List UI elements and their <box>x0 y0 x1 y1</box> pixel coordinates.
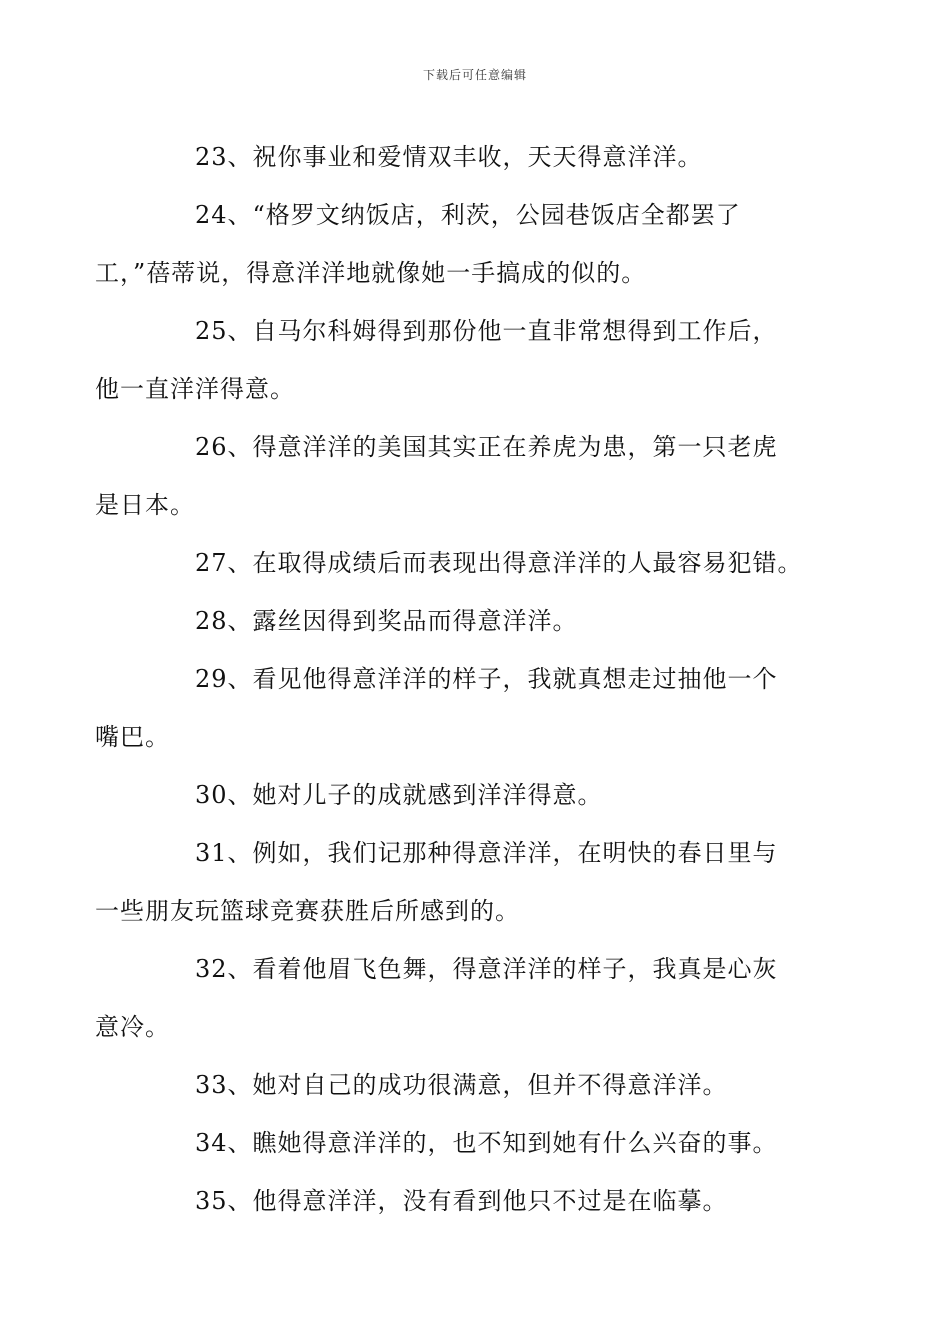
paragraph-27 <box>145 534 810 592</box>
paragraph-line: 30、她对儿子的成就感到洋洋得意。 <box>195 781 603 809</box>
paragraph-34 <box>145 1114 810 1172</box>
paragraph-28 <box>145 592 810 650</box>
paragraph-line: 他一直洋洋得意。 <box>95 375 295 403</box>
paragraph-33 <box>145 1056 810 1114</box>
paragraph-line: 23、祝你事业和爱情双丰收，天天得意洋洋。 <box>195 143 703 171</box>
paragraph-line: 25、自马尔科姆得到那份他一直非常想得到工作后， <box>195 317 778 345</box>
paragraph-line: 27、在取得成绩后而表现出得意洋洋的人最容易犯错。 <box>195 549 803 577</box>
paragraph-line: 意冷。 <box>95 1013 170 1041</box>
paragraph-line: 一些朋友玩篮球竞赛获胜后所感到的。 <box>95 897 520 925</box>
paragraph-32 <box>95 940 810 1056</box>
paragraph-line: 28、露丝因得到奖品而得意洋洋。 <box>195 607 578 635</box>
document-body <box>95 128 810 1230</box>
paragraph-26 <box>95 418 810 534</box>
paragraph-29 <box>95 650 810 766</box>
paragraph-24 <box>95 186 810 302</box>
paragraph-23 <box>145 128 810 186</box>
paragraph-line: 26、得意洋洋的美国其实正在养虎为患，第一只老虎 <box>195 433 778 461</box>
paragraph-line: 35、他得意洋洋，没有看到他只不过是在临摹。 <box>195 1187 728 1215</box>
paragraph-line: 嘴巴。 <box>95 723 170 751</box>
paragraph-line: 是日本。 <box>95 491 195 519</box>
page-header: 下载后可任意编辑 <box>422 68 527 82</box>
paragraph-35 <box>145 1172 810 1230</box>
paragraph-line: 29、看见他得意洋洋的样子，我就真想走过抽他一个 <box>195 665 778 693</box>
paragraph-line: 24、“格罗文纳饭店，利茨，公园巷饭店全都罢了 <box>195 201 741 229</box>
paragraph-line: 32、看着他眉飞色舞，得意洋洋的样子，我真是心灰 <box>195 955 778 983</box>
paragraph-30 <box>145 766 810 824</box>
paragraph-line: 33、她对自己的成功很满意，但并不得意洋洋。 <box>195 1071 728 1099</box>
paragraph-line: 34、瞧她得意洋洋的，也不知到她有什么兴奋的事。 <box>195 1129 778 1157</box>
paragraph-25 <box>95 302 810 418</box>
paragraph-line: 31、例如，我们记那种得意洋洋，在明快的春日里与 <box>195 839 778 867</box>
paragraph-line: 工，”蓓蒂说，得意洋洋地就像她一手搞成的似的。 <box>95 259 647 287</box>
paragraph-31 <box>95 824 810 940</box>
